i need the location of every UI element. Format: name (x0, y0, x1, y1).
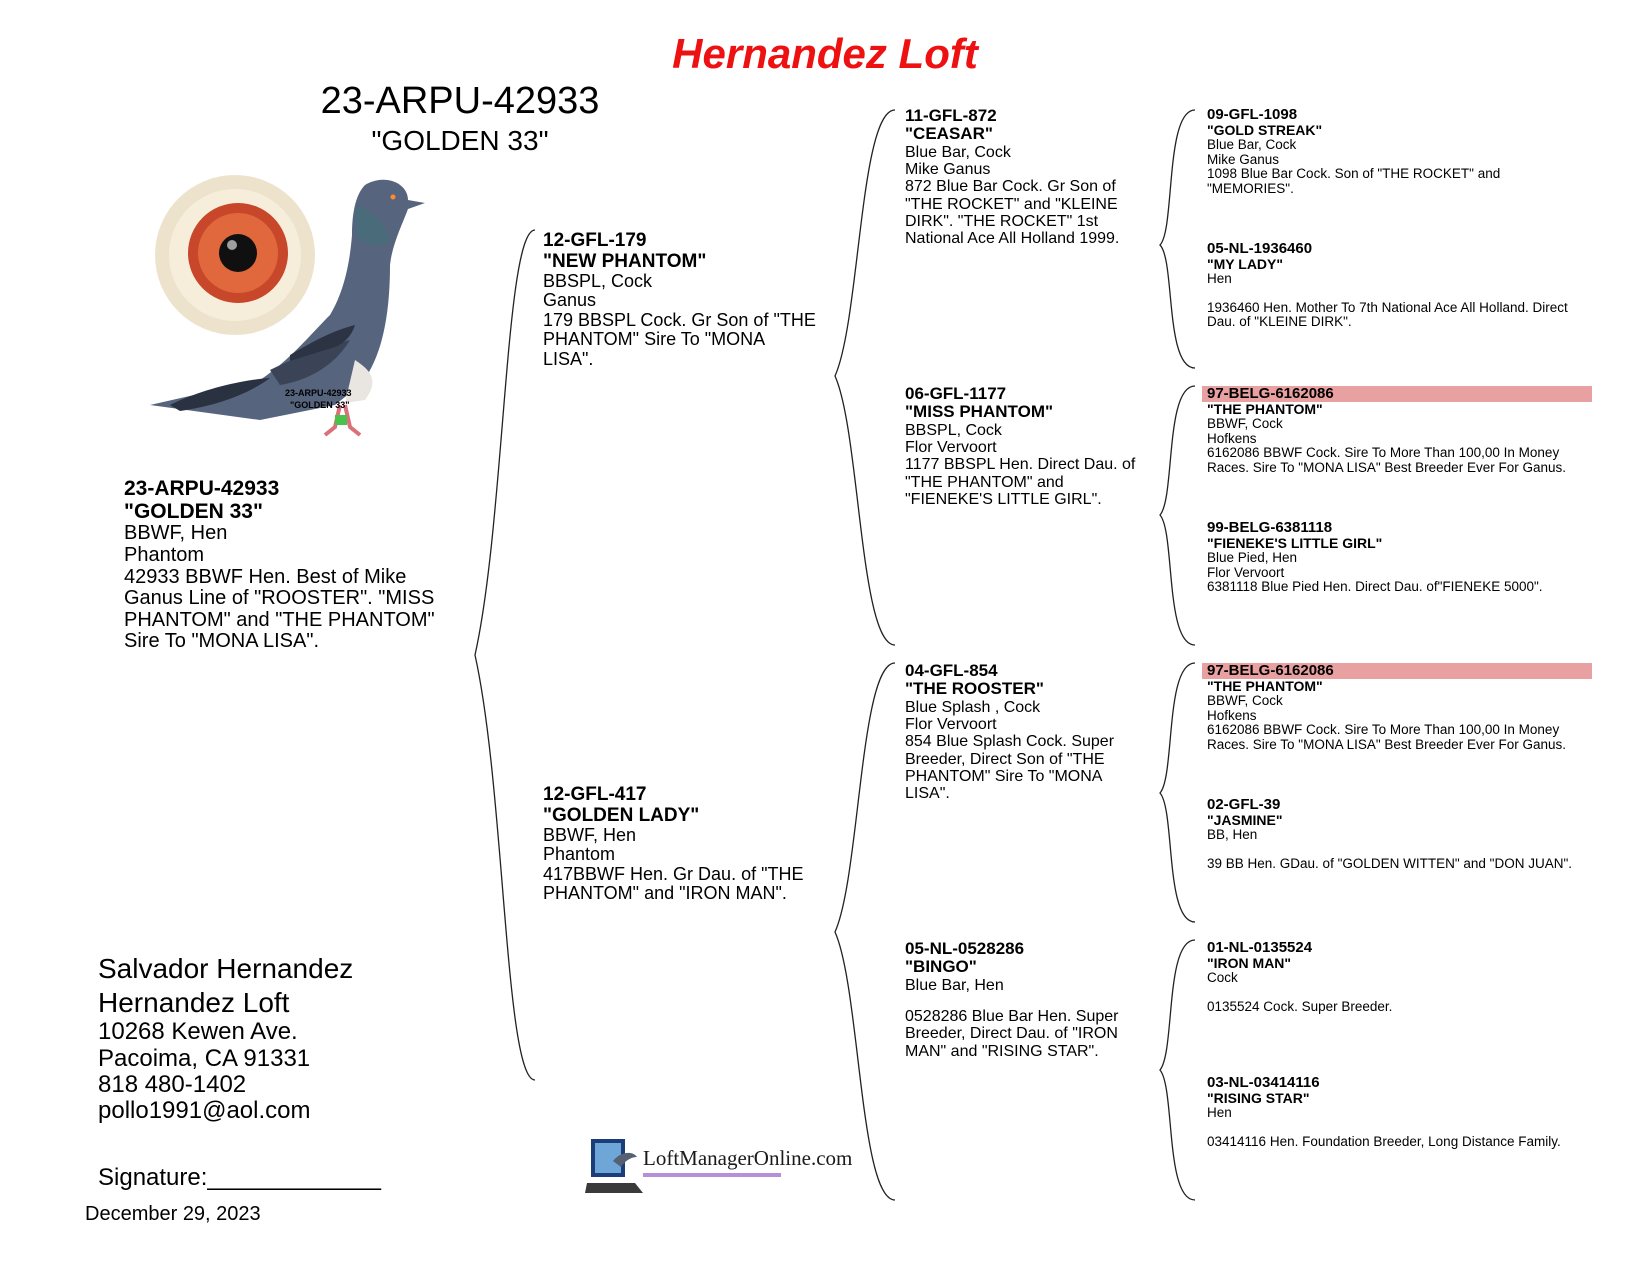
ggp-color-sex: BBWF, Cock (1207, 416, 1283, 432)
ggp-color-sex: BB, Hen (1207, 827, 1258, 843)
bracket-gp4 (1160, 940, 1195, 1200)
grandparent-entry (905, 385, 1155, 508)
sire-breeder: Ganus (543, 290, 597, 311)
great-grandparent-entry (1207, 663, 1582, 753)
ggp-nickname: "GOLD STREAK" (1207, 122, 1323, 139)
owner-loft: Hernandez Loft (98, 986, 290, 1018)
grandparent-entry (905, 662, 1140, 802)
owner-email: pollo1991@aol.com (98, 1097, 311, 1125)
eye-highlight (227, 240, 237, 250)
subject-entry (124, 478, 464, 653)
ggp-breeder: Mike Ganus (1207, 151, 1280, 167)
bracket-sire (835, 110, 895, 645)
owner-address: 10268 Kewen Ave. (98, 1018, 298, 1046)
subject-heading (300, 80, 620, 157)
ggp-breeder: Hofkens (1207, 707, 1257, 723)
grandparent-nickname: "CEASAR" (905, 124, 993, 144)
bracket-subject (475, 230, 535, 1080)
subject-heading-band: 23-ARPU-42933 (320, 80, 600, 122)
great-grandparent-entry (1207, 241, 1587, 330)
ggp-breeder: Flor Vervoort (1207, 564, 1285, 580)
grandparent-breeder: Mike Ganus (905, 160, 991, 178)
subject-description: 42933 BBWF Hen. Best of Mike Ganus Line of "ROOSTER". "MISS PHANTOM" and "THE PHANTOM" Sire To "MONA LISA". (124, 565, 435, 653)
grandparent-nickname: "THE ROOSTER" (905, 679, 1044, 699)
pigeon-eye (391, 195, 396, 200)
ggp-band: 05-NL-1936460 (1207, 240, 1313, 257)
grandparent-color-sex: Blue Splash , Cock (905, 698, 1041, 716)
ggp-breeder: Hofkens (1207, 430, 1257, 446)
grandparent-breeder: Flor Vervoort (905, 438, 997, 456)
ggp-nickname: "IRON MAN" (1207, 955, 1292, 972)
great-grandparent-entry (1207, 797, 1582, 871)
ggp-description: 6162086 BBWF Cock. Sire To More Than 100,00 In Money Races. Sire To "MONA LISA" Best Breeder Ever For Ganus. (1207, 722, 1566, 753)
pigeon-photo (140, 165, 440, 465)
loft-title: Hernandez Loft (672, 30, 978, 77)
owner-phone: 818 480-1402 (98, 1070, 247, 1098)
photo-nick-caption: "GOLDEN 33" (290, 400, 350, 410)
ggp-description: 6381118 Blue Pied Hen. Direct Dau. of"FIENEKE 5000". (1207, 579, 1543, 595)
sire-entry (543, 231, 818, 369)
grandparent-color-sex: Blue Bar, Hen (905, 976, 1004, 994)
sire-description: 179 BBSPL Cock. Gr Son of "THE PHANTOM" Sire To "MONA LISA". (543, 309, 816, 369)
grandparent-entry (905, 107, 1155, 247)
ggp-description: 39 BB Hen. GDau. of "GOLDEN WITTEN" and "DON JUAN". (1207, 855, 1573, 871)
sire-color-sex: BBSPL, Cock (543, 271, 653, 292)
dam-breeder: Phantom (543, 844, 616, 865)
grandparent-band: 11-GFL-872 (905, 106, 997, 125)
ggp-color-sex: Hen (1207, 271, 1232, 287)
eye-pupil (219, 234, 257, 272)
laptop-base-icon (585, 1183, 643, 1193)
ggp-nickname: "JASMINE" (1207, 812, 1283, 829)
great-grandparent-entry (1207, 107, 1587, 197)
bracket-gp1 (1160, 110, 1195, 368)
ggp-band-highlighted: 97-BELG-6162086 (1202, 386, 1592, 402)
ggp-band: 99-BELG-6381118 (1207, 519, 1333, 536)
grandparent-band: 04-GFL-854 (905, 661, 998, 680)
grandparent-nickname: "MISS PHANTOM" (905, 402, 1054, 422)
great-grandparent-entry (1207, 520, 1597, 595)
grandparent-description: 854 Blue Splash Cock. Super Breeder, Direct Son of "THE PHANTOM" Sire To "MONA LISA". (905, 733, 1115, 803)
owner-city: Pacoima, CA 91331 (98, 1044, 311, 1072)
ggp-nickname: "RISING STAR" (1207, 1090, 1310, 1107)
grandparent-entry (905, 940, 1145, 1060)
great-grandparent-entry (1207, 1075, 1582, 1149)
ggp-band-highlighted: 97-BELG-6162086 (1202, 663, 1592, 679)
loftmanager-logo (585, 1135, 853, 1197)
ggp-nickname: "THE PHANTOM" (1207, 678, 1323, 695)
ggp-color-sex: Hen (1207, 1105, 1232, 1121)
dam-entry (543, 785, 833, 904)
great-grandparent-entry (1207, 386, 1582, 476)
owner-info (98, 952, 353, 1125)
ggp-band: 09-GFL-1098 (1207, 106, 1298, 123)
photo-band-caption: 23-ARPU-42933 (285, 388, 352, 398)
ggp-color-sex: Blue Pied, Hen (1207, 550, 1298, 566)
logo-text: LoftManagerOnline.com (643, 1146, 853, 1170)
bracket-dam (835, 663, 895, 1200)
grandparent-nickname: "BINGO" (905, 957, 977, 977)
great-grandparent-entry (1207, 940, 1582, 1014)
grandparent-description: 0528286 Blue Bar Hen. Super Breeder, Direct Dau. of "IRON MAN" and "RISING STAR". (905, 1007, 1119, 1060)
ggp-color-sex: Cock (1207, 970, 1238, 986)
ggp-nickname: "MY LADY" (1207, 256, 1284, 273)
grandparent-description: 1177 BBSPL Hen. Direct Dau. of "THE PHANTOM" and "FIENEKE'S LITTLE GIRL". (905, 456, 1136, 508)
ggp-description: 0135524 Cock. Super Breeder. (1207, 998, 1393, 1014)
ggp-band: 02-GFL-39 (1207, 796, 1281, 813)
ggp-band: 03-NL-03414116 (1207, 1074, 1320, 1091)
ggp-nickname: "FIENEKE'S LITTLE GIRL" (1207, 535, 1383, 552)
subject-nickname: "GOLDEN 33" (124, 499, 263, 523)
subject-color-sex: BBWF, Hen (124, 522, 228, 545)
owner-name: Salvador Hernandez (98, 953, 354, 984)
ggp-color-sex: BBWF, Cock (1207, 693, 1283, 709)
ggp-description: 1936460 Hen. Mother To 7th National Ace All Holland. Direct Dau. of "KLEINE DIRK". (1207, 299, 1568, 330)
grandparent-band: 06-GFL-1177 (905, 384, 1007, 403)
ggp-nickname: "THE PHANTOM" (1207, 401, 1323, 418)
dam-description: 417BBWF Hen. Gr Dau. of "THE PHANTOM" and "IRON MAN". (543, 863, 804, 904)
grandparent-band: 05-NL-0528286 (905, 939, 1025, 958)
ggp-color-sex: Blue Bar, Cock (1207, 137, 1297, 153)
grandparent-description: 872 Blue Bar Cock. Gr Son of "THE ROCKET" and "KLEINE DIRK". "THE ROCKET" 1st National Ace All Holland 1999. (905, 178, 1120, 248)
sire-band: 12-GFL-179 (543, 230, 647, 251)
ggp-description: 03414116 Hen. Foundation Breeder, Long Distance Family. (1207, 1133, 1561, 1149)
subject-breeder: Phantom (124, 543, 205, 566)
signature-line: Signature:_____________ (98, 1164, 381, 1191)
grandparent-color-sex: BBSPL, Cock (905, 421, 1002, 439)
dam-band: 12-GFL-417 (543, 784, 647, 805)
ggp-description: 6162086 BBWF Cock. Sire To More Than 100,00 In Money Races. Sire To "MONA LISA" Best Breeder Ever For Ganus. (1207, 445, 1566, 476)
ggp-description: 1098 Blue Bar Cock. Son of "THE ROCKET" and "MEMORIES". (1207, 166, 1501, 197)
grandparent-color-sex: Blue Bar, Cock (905, 143, 1011, 161)
sire-nickname: "NEW PHANTOM" (543, 250, 707, 272)
dam-color-sex: BBWF, Hen (543, 825, 637, 846)
subject-band: 23-ARPU-42933 (124, 477, 280, 500)
bracket-gp2 (1160, 386, 1195, 645)
print-date: December 29, 2023 (85, 1203, 261, 1225)
subject-heading-nickname: "GOLDEN 33" (371, 125, 549, 156)
grandparent-breeder: Flor Vervoort (905, 715, 997, 733)
ggp-band: 01-NL-0135524 (1207, 939, 1313, 956)
dam-nickname: "GOLDEN LADY" (543, 804, 700, 826)
bracket-gp3 (1160, 663, 1195, 922)
